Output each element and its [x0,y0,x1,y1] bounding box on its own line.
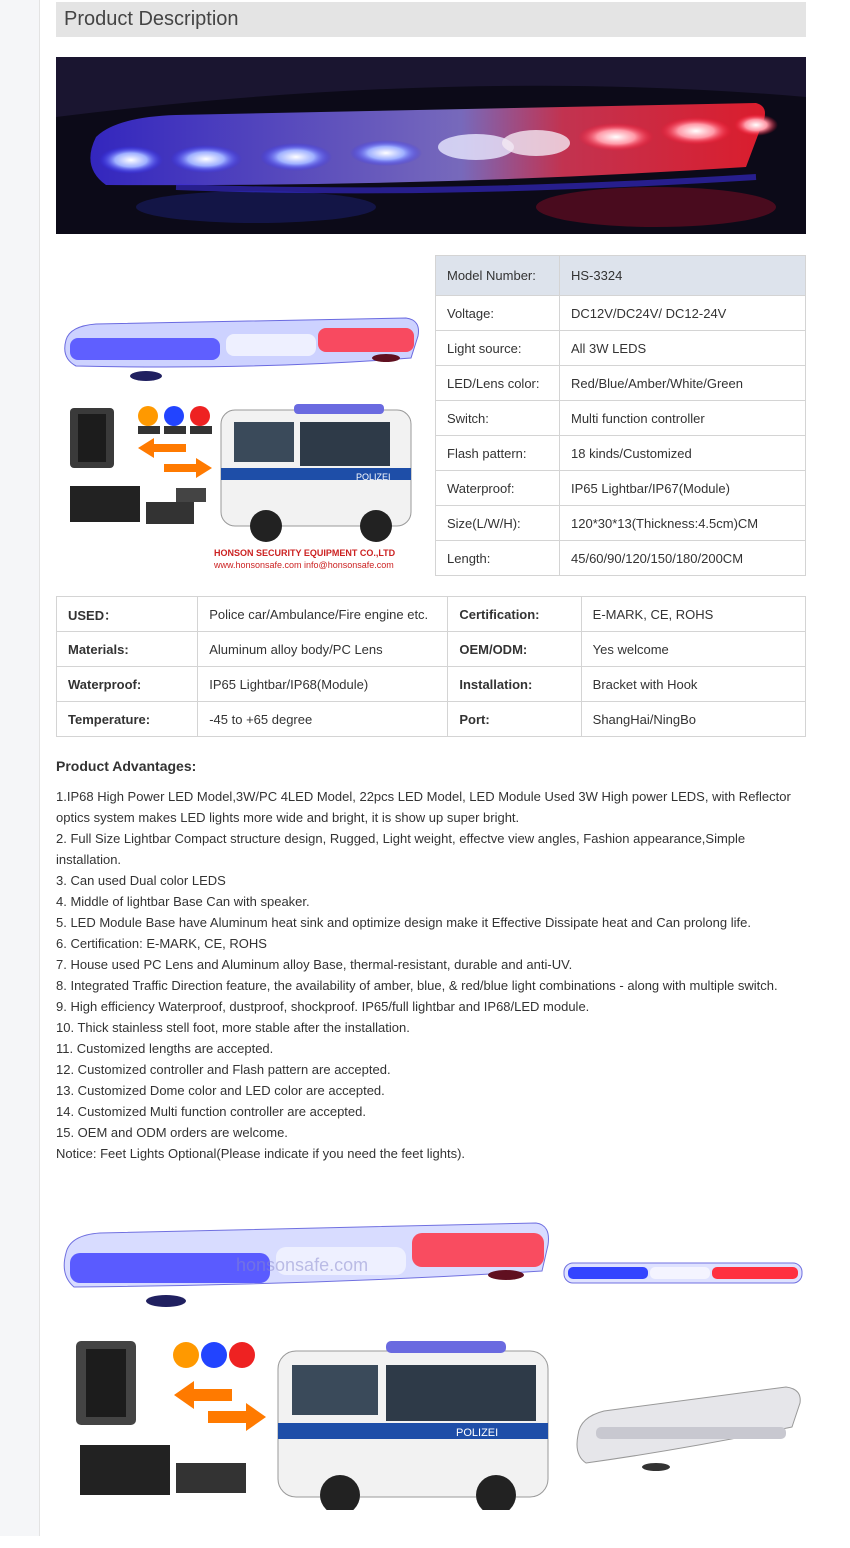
spec-key: LED/Lens color: [436,366,560,401]
spec-row [436,471,806,506]
advantage-item: 8. Integrated Traffic Direction feature, the availability of amber, blue, & red/blue light combinations - along with multiple switch. [56,978,778,993]
info-row [57,702,806,737]
spec-value: HS-3324 [560,256,806,296]
info-value: Yes welcome [581,632,805,667]
spec-value: 18 kinds/Customized [560,436,806,471]
info-value: ShangHai/NingBo [581,702,805,737]
hero-lightbar-image [56,57,806,234]
spec-key: Length: [436,541,560,576]
section-title: Product Description [64,8,239,30]
promo-company-name: HONSON SECURITY EQUIPMENT CO.,LTD [214,548,396,558]
info-table [56,596,806,737]
info-key: Materials: [57,632,198,667]
svg-text:POLIZEI: POLIZEI [356,472,391,482]
spec-row [436,366,806,401]
spec-key: Model Number: [436,256,560,296]
spec-value: All 3W LEDS [560,331,806,366]
info-key: USED： [57,597,198,632]
svg-text:POLIZEI: POLIZEI [456,1427,499,1439]
left-rail [0,0,40,1536]
watermark: honsonsafe.com [236,1255,369,1275]
info-value: Police car/Ambulance/Fire engine etc. [198,597,448,632]
spec-key: Switch: [436,401,560,436]
info-row [57,632,806,667]
promo-product-image [56,288,426,578]
info-key: OEM/ODM: [448,632,581,667]
info-value: E-MARK, CE, ROHS [581,597,805,632]
spec-row [436,506,806,541]
info-row [57,667,806,702]
info-value: Aluminum alloy body/PC Lens [198,632,448,667]
spec-key: Flash pattern: [436,436,560,471]
info-key: Installation: [448,667,581,702]
spec-row [436,436,806,471]
advantage-item: 6. Certification: E-MARK, CE, ROHS [56,936,267,951]
spec-value: Multi function controller [560,401,806,436]
spec-value: 120*30*13(Thickness:4.5cm)CM [560,506,806,541]
spec-key: Voltage: [436,296,560,331]
spec-row [436,331,806,366]
spec-key: Light source: [436,331,560,366]
spec-key: Size(L/W/H): [436,506,560,541]
spec-row [436,296,806,331]
advantage-item: 11. Customized lengths are accepted. [56,1041,274,1056]
spec-row [436,256,806,296]
section-header [56,2,806,37]
spec-value: 45/60/90/120/150/180/200CM [560,541,806,576]
advantage-item: Notice: Feet Lights Optional(Please indicate if you need the feet lights). [56,1146,466,1161]
spec-row [436,541,806,576]
spec-value: IP65 Lightbar/IP67(Module) [560,471,806,506]
advantage-item: 10. Thick stainless stell foot, more stable after the installation. [56,1020,410,1035]
advantage-item: 15. OEM and ODM orders are welcome. [56,1125,288,1140]
advantage-item: 1.IP68 High Power LED Model,3W/PC 4LED Model, 22pcs LED Model, LED Module Used 3W High power LEDS, with Reflector optics system makes LED lights more wide and bright, it is show up super bright. [56,789,791,825]
info-key: Port: [448,702,581,737]
spec-value: Red/Blue/Amber/White/Green [560,366,806,401]
info-value: IP65 Lightbar/IP68(Module) [198,667,448,702]
product-gallery-image [56,1205,806,1510]
info-key: Certification: [448,597,581,632]
advantage-item: 9. High efficiency Waterproof, dustproof, shockproof. IP65/full lightbar and IP68/LED module. [56,999,590,1014]
advantage-item: 13. Customized Dome color and LED color are accepted. [56,1083,385,1098]
info-key: Temperature: [57,702,198,737]
info-row [57,597,806,632]
advantage-item: 7. House used PC Lens and Aluminum alloy Base, thermal-resistant, durable and anti-UV. [56,957,573,972]
spec-value: DC12V/DC24V/ DC12-24V [560,296,806,331]
advantage-item: 5. LED Module Base have Aluminum heat sink and optimize design make it Effective Dissipate heat and Can prolong life. [56,915,751,930]
advantage-item: 14. Customized Multi function controller are accepted. [56,1104,366,1119]
info-value: -45 to +65 degree [198,702,448,737]
info-value: Bracket with Hook [581,667,805,702]
advantage-item: 12. Customized controller and Flash pattern are accepted. [56,1062,391,1077]
spec-table [435,255,806,576]
spec-key: Waterproof: [436,471,560,506]
promo-contact: www.honsonsafe.com info@honsonsafe.com [214,560,394,570]
advantage-item: 4. Middle of lightbar Base Can with speaker. [56,894,310,909]
advantage-item: 2. Full Size Lightbar Compact structure design, Rugged, Light weight, effectve view angles, Fashion appearance,Simple installation. [56,831,746,867]
advantages-title: Product Advantages: [56,758,197,774]
spec-row [436,401,806,436]
advantages-list [56,786,796,1164]
info-key: Waterproof: [57,667,198,702]
advantage-item: 3. Can used Dual color LEDS [56,873,226,888]
